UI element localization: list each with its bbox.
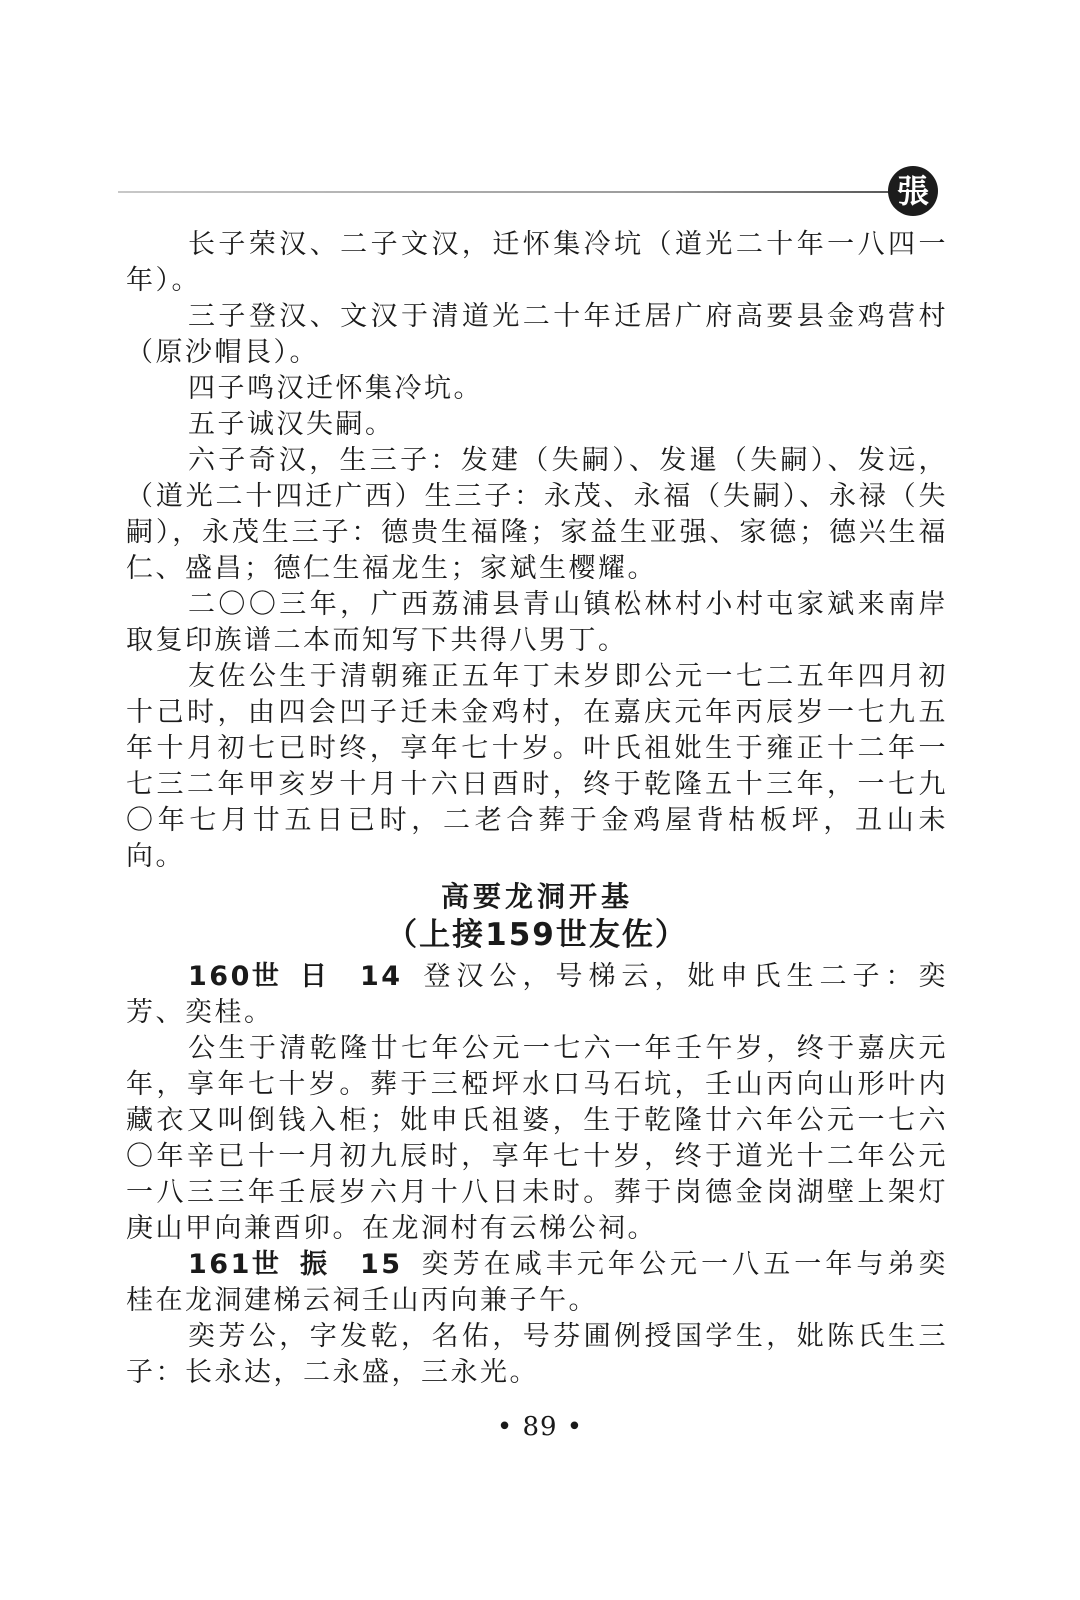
paragraph: 六子奇汉，生三子：发建（失嗣）、发暹（失嗣）、发远，（道光二十四迁广西）生三子：永茂、永福（失嗣）、永禄（失嗣），永茂生三子：德贵生福隆；家益生亚强、家德；德兴生福仁、盛昌；德仁生福龙生；家斌生樱耀。: [126, 445, 948, 584]
entry-text: 登汉公，号梯云，妣申氏生二子：奕芳、奕桂。: [126, 961, 948, 1028]
section-title: 高要龙洞开基: [440, 880, 633, 913]
page-body: [126, 227, 948, 1391]
paragraph: 五子诚汉失嗣。: [188, 409, 395, 440]
paragraph: 公生于清乾隆廿七年公元一七六一年壬午岁，终于嘉庆元年，享年七十岁。葬于三椏坪水口马石坑，壬山丙向山形叶内藏衣又叫倒钱入柜；妣申氏祖婆，生于乾隆廿六年公元一七六〇年辛已十一月初九辰时，享年七十岁，终于道光十二年公元一八三三年壬辰岁六月十八日未时。葬于岗德金岗湖壁上架灯庚山甲向兼酉卯。在龙洞村有云梯公祠。: [126, 1033, 948, 1244]
generation-entry-160: [126, 959, 948, 1031]
zhang-seal-icon: 張: [888, 166, 938, 216]
generation-label: 161世 振 15: [188, 1249, 403, 1280]
generation-entry-161: [126, 1247, 948, 1319]
paragraph: 二〇〇三年，广西荔浦县青山镇松林村小村屯家斌来南岸取复印族谱二本而知写下共得八男丁。: [126, 589, 948, 656]
generation-label: 160世 日 14: [188, 961, 403, 992]
paragraph: 长子荣汉、二子文汉，迁怀集冷坑（道光二十年一八四一年）。: [126, 229, 948, 296]
entry-text: 奕芳在咸丰元年公元一八五一年与弟奕桂在龙洞建梯云祠壬山丙向兼子午。: [126, 1249, 948, 1316]
section-subtitle: （上接159世友佐）: [386, 917, 688, 953]
paragraph: 三子登汉、文汉于清道光二十年迁居广府高要县金鸡营村（原沙帽艮）。: [126, 301, 948, 368]
paragraph: 友佐公生于清朝雍正五年丁未岁即公元一七二五年四月初十己时，由四会凹子迁未金鸡村，在嘉庆元年丙辰岁一七九五年十月初七已时终，享年七十岁。叶氏祖妣生于雍正十二年一七三二年甲亥岁十月十六日酉时，终于乾隆五十三年，一七九〇年七月廿五日已时，二老合葬于金鸡屋背枯板坪，丑山未向。: [126, 661, 948, 872]
header-rule: [118, 191, 900, 193]
page-number: • 89 •: [496, 1412, 584, 1442]
paragraph: 奕芳公，字发乾，名佑，号芬圃例授国学生，妣陈氏生三子：长永达，二永盛，三永光。: [126, 1321, 948, 1388]
paragraph: 四子鸣汉迁怀集冷坑。: [188, 373, 483, 404]
